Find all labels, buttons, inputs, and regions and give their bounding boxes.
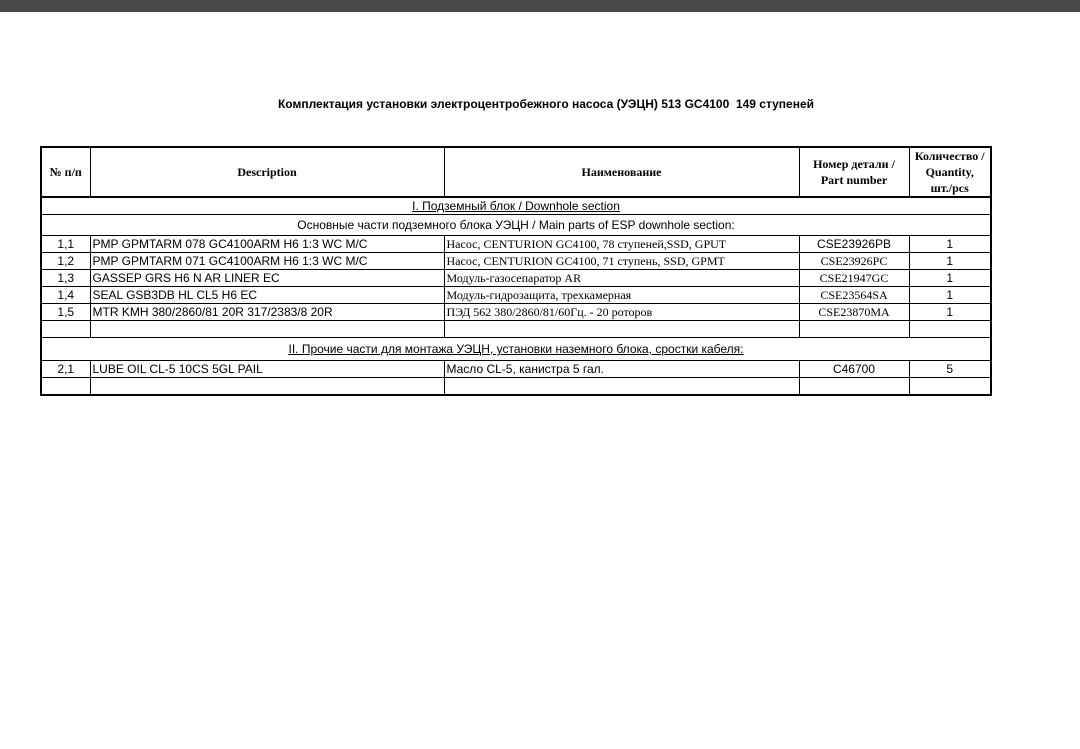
row-description: LUBE OIL CL-5 10CS 5GL PAIL	[90, 361, 444, 378]
table-row	[41, 287, 991, 304]
row-quantity: 1	[909, 287, 991, 304]
section-1-subtitle: Основные части подземного блока УЭЦН / Main parts of ESP downhole section:	[41, 215, 991, 236]
blank-cell	[909, 378, 991, 396]
window-top-bar	[0, 0, 1080, 12]
document-title: Комплектация установки электроцентробежного насоса (УЭЦН) 513 GC4100 149 ступеней	[277, 97, 815, 111]
blank-row	[41, 378, 991, 396]
blank-row	[41, 321, 991, 338]
blank-cell	[444, 321, 799, 338]
table-row	[41, 361, 991, 378]
row-name-ru: Модуль-газосепаратор AR	[444, 270, 799, 287]
blank-cell	[41, 378, 90, 396]
row-description: GASSEP GRS H6 N AR LINER EC	[90, 270, 444, 287]
blank-cell	[799, 378, 909, 396]
header-part-number: Номер детали / Part number	[799, 147, 909, 197]
section-1-title-row	[41, 197, 991, 215]
row-quantity: 1	[909, 236, 991, 253]
row-num: 1,3	[41, 270, 90, 287]
row-part-number: CSE23926PC	[799, 253, 909, 270]
blank-cell	[90, 321, 444, 338]
section-2-title-row	[41, 338, 991, 361]
row-quantity: 1	[909, 253, 991, 270]
row-name-ru: Насос, CENTURION GC4100, 71 ступень, SSD, GPMT	[444, 253, 799, 270]
row-description: PMP GPMTARM 071 GC4100ARM H6 1:3 WC M/C	[90, 253, 444, 270]
row-description: PMP GPMTARM 078 GC4100ARM H6 1:3 WC M/C	[90, 236, 444, 253]
blank-cell	[909, 321, 991, 338]
parts-table	[40, 146, 992, 396]
row-part-number: C46700	[799, 361, 909, 378]
table-row	[41, 236, 991, 253]
row-part-number: CSE23564SA	[799, 287, 909, 304]
blank-cell	[799, 321, 909, 338]
row-quantity: 1	[909, 304, 991, 321]
header-quantity: Количество / Quantity, шт./pcs	[909, 147, 991, 197]
row-num: 1,1	[41, 236, 90, 253]
row-part-number: CSE23870MA	[799, 304, 909, 321]
row-num: 1,4	[41, 287, 90, 304]
row-num: 2,1	[41, 361, 90, 378]
blank-cell	[41, 321, 90, 338]
row-name-ru: Модуль-гидрозащита, трехкамерная	[444, 287, 799, 304]
table-row	[41, 253, 991, 270]
row-description: SEAL GSB3DB HL CL5 H6 EC	[90, 287, 444, 304]
header-name-ru: Наименование	[444, 147, 799, 197]
row-quantity: 1	[909, 270, 991, 287]
table-row	[41, 304, 991, 321]
header-description: Description	[90, 147, 444, 197]
row-name-ru: Масло CL-5, канистра 5 гал.	[444, 361, 799, 378]
section-2-title: II. Прочие части для монтажа УЭЦН, установки наземного блока, сростки кабеля:	[41, 338, 991, 361]
row-name-ru: Насос, CENTURION GC4100, 78 ступеней,SSD, GPUT	[444, 236, 799, 253]
row-description: MTR KMH 380/2860/81 20R 317/2383/8 20R	[90, 304, 444, 321]
row-quantity: 5	[909, 361, 991, 378]
header-num: № п/п	[41, 147, 90, 197]
row-num: 1,5	[41, 304, 90, 321]
row-name-ru: ПЭД 562 380/2860/81/60Гц. - 20 роторов	[444, 304, 799, 321]
row-num: 1,2	[41, 253, 90, 270]
table-row	[41, 270, 991, 287]
section-1-title: I. Подземный блок / Downhole section	[41, 197, 991, 215]
row-part-number: CSE21947GC	[799, 270, 909, 287]
blank-cell	[90, 378, 444, 396]
row-part-number: CSE23926PB	[799, 236, 909, 253]
section-1-subtitle-row	[41, 215, 991, 236]
blank-cell	[444, 378, 799, 396]
table-header-row	[41, 147, 991, 197]
